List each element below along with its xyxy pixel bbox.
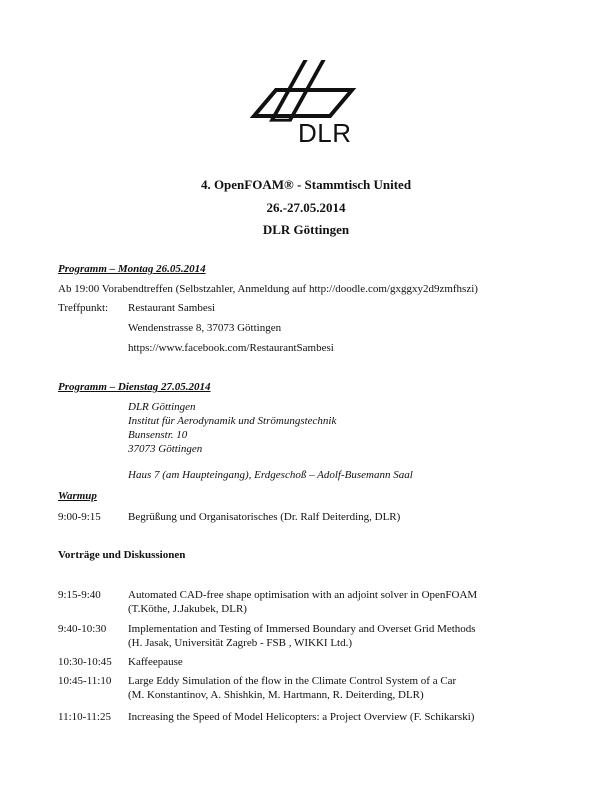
talk-time: 9:15-9:40 (58, 589, 101, 601)
talk-time: 10:30-10:45 (58, 656, 112, 668)
event-location: DLR Göttingen (262, 222, 350, 237)
monday-evening: Ab 19:00 Vorabendtreffen (Selbstzahler, Anmeldung auf http://doodle.com/gxggxy2d9zmfhszi) (58, 283, 478, 295)
talk-authors: (H. Jasak, Universität Zagreb - FSB , WIKKI Ltd.) (128, 637, 353, 649)
talks-heading: Vorträge und Diskussionen (58, 549, 186, 561)
talk-title: Implementation and Testing of Immersed Boundary and Overset Grid Methods (128, 623, 476, 635)
meeting-point-label: Treffpunkt: (58, 302, 109, 314)
talk-authors: (T.Köthe, J.Jakubek, DLR) (128, 603, 247, 615)
tuesday-hall: Haus 7 (am Haupteingang), Erdgeschoß – Adolf-Busemann Saal (128, 469, 413, 481)
tuesday-heading: Programm – Dienstag 27.05.2014 (58, 381, 211, 393)
dlr-logo-text: DLR (298, 118, 352, 148)
talk-title: Automated CAD-free shape optimisation with an adjoint solver in OpenFOAM (128, 589, 478, 601)
warmup-time: 9:00-9:15 (58, 511, 101, 523)
tuesday-address-line: DLR Göttingen (128, 401, 196, 413)
warmup-heading: Warmup (58, 490, 97, 502)
monday-heading: Programm – Montag 26.05.2014 (58, 263, 206, 275)
event-dates: 26.-27.05.2014 (266, 200, 346, 215)
venue-url[interactable]: https://www.facebook.com/RestaurantSambesi (128, 342, 334, 354)
talk-time: 9:40-10:30 (58, 623, 107, 635)
talk-title: Large Eddy Simulation of the flow in the Climate Control System of a Car (128, 675, 457, 687)
talk-time: 10:45-11:10 (58, 675, 112, 687)
talk-authors: (M. Konstantinov, A. Shishkin, M. Hartmann, R. Deiterding, DLR) (128, 689, 424, 701)
talk-time: 11:10-11:25 (58, 711, 111, 723)
event-title: 4. OpenFOAM® - Stammtisch United (200, 177, 412, 192)
talk-title: Increasing the Speed of Model Helicopters: a Project Overview (F. Schikarski) (128, 711, 475, 723)
venue-name: Restaurant Sambesi (128, 302, 216, 314)
tuesday-address-line: Institut für Aerodynamik und Strömungstechnik (128, 415, 337, 427)
tuesday-address-line: Bunsenstr. 10 (128, 429, 188, 441)
tuesday-address-line: 37073 Göttingen (128, 443, 203, 455)
venue-address: Wendenstrasse 8, 37073 Göttingen (128, 322, 282, 334)
talk-title: Kaffeepause (128, 656, 183, 668)
warmup-text: Begrüßung und Organisatorisches (Dr. Ralf Deiterding, DLR) (128, 511, 401, 523)
